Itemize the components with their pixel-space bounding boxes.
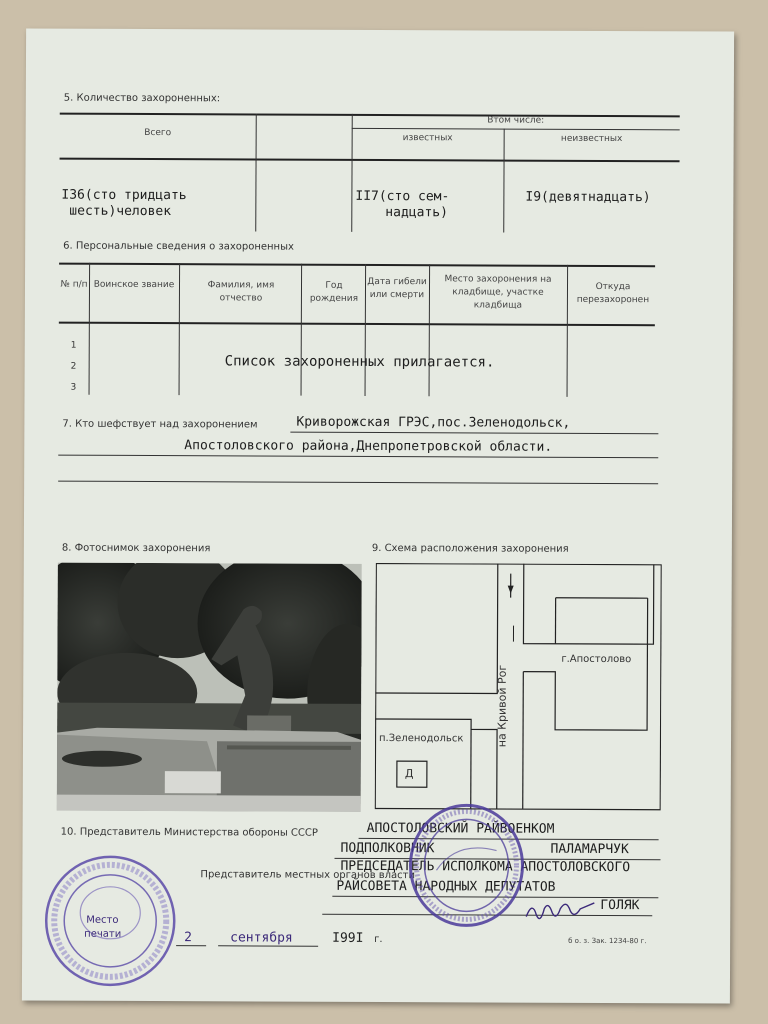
date-underline-day bbox=[176, 945, 206, 946]
council-line: РАЙСОВЕТА НАРОДНЫХ ДЕПУТАТОВ bbox=[336, 878, 556, 895]
town-label: г.Апостолово bbox=[561, 653, 632, 666]
executive-chairman-line: ПРЕДСЕДАТЕЛЬ ИСПОЛКОМА АПОСТОЛОВСКОГО bbox=[340, 858, 631, 876]
section7-title: 7. Кто шефствует над захоронением bbox=[62, 418, 258, 431]
section6-divider-2 bbox=[179, 263, 181, 395]
section10-label-ministry: 10. Представитель Министерства обороны СССР bbox=[60, 826, 318, 839]
patron-underline-2 bbox=[58, 455, 658, 459]
section5-col-known: известных bbox=[402, 133, 453, 144]
section8-title: 8. Фотоснимок захоронения bbox=[61, 542, 211, 555]
date-day: 2 bbox=[184, 930, 193, 946]
patron-underline-3 bbox=[58, 481, 658, 485]
known-count-line2: надцать) bbox=[385, 205, 448, 221]
official-seal-left bbox=[42, 853, 179, 990]
section6-header-birth: Год рождения bbox=[309, 280, 359, 304]
section6-header-name: Фамилия, имя отчество bbox=[207, 280, 275, 304]
section6-header-place: Место захоронения на кладбище, участке кладбища bbox=[444, 274, 552, 311]
attached-list-note: Список захороненных прилагается. bbox=[224, 353, 495, 371]
date-suffix: г. bbox=[374, 933, 383, 946]
commissar-name: ПАЛАМАРЧУК bbox=[550, 841, 629, 858]
seal-right-icon bbox=[406, 800, 527, 931]
patron-underline-1 bbox=[290, 432, 658, 435]
memorial-photo bbox=[57, 563, 362, 812]
date-month: сентября bbox=[230, 930, 293, 946]
section6-divider-3 bbox=[301, 264, 303, 396]
section6-table-top bbox=[59, 263, 655, 268]
section6-divider-4 bbox=[365, 264, 367, 396]
burial-scheme bbox=[375, 563, 662, 812]
scheme-drawing bbox=[375, 563, 662, 812]
military-commissar-line: АПОСТОЛОВСКИЙ РАЙВОЕНКОМ bbox=[366, 820, 555, 837]
section10-label-local: Представитель местных органов власти bbox=[200, 869, 416, 882]
burial-marker: Д bbox=[404, 767, 414, 781]
print-note: б о. з. Зак. 1234-80 г. bbox=[568, 936, 647, 946]
section6-header-origin: Откуда перезахоронен bbox=[576, 281, 650, 306]
section6-divider-6 bbox=[567, 265, 569, 397]
chairman-name: ГОЛЯК bbox=[600, 897, 640, 914]
signature-scribble bbox=[522, 897, 602, 927]
date-year: I99I bbox=[332, 930, 364, 946]
road-label: на Кривой Рог bbox=[495, 664, 509, 748]
date-underline-month bbox=[218, 945, 318, 946]
section6-divider-5 bbox=[429, 264, 431, 396]
patron-line2: Апостоловского района,Днепропетровской области. bbox=[184, 438, 553, 455]
unknown-count: I9(девятнадцать) bbox=[525, 189, 651, 206]
known-count-line1: II7(сто сем- bbox=[355, 188, 450, 205]
section5-col-including: Втом числе: bbox=[487, 115, 545, 126]
section6-header-num: № п/п bbox=[60, 279, 88, 290]
section5-sub-line bbox=[352, 128, 680, 130]
section5-header-line bbox=[60, 158, 680, 163]
section5-col-total: Всего bbox=[144, 127, 172, 139]
section6-title: 6. Персональные сведения о захороненных bbox=[63, 240, 294, 253]
section6-header-death: Дата гибели или смерти bbox=[367, 276, 427, 301]
section9-title: 9. Схема расположения захоронения bbox=[371, 542, 569, 555]
section6-header-line bbox=[59, 322, 655, 327]
village-label: п.Зеленодольск bbox=[379, 733, 464, 745]
seal-place-label-2: печати bbox=[84, 928, 122, 940]
row-number-1: 1 bbox=[70, 340, 77, 351]
memorial-photo-image bbox=[57, 563, 362, 812]
seal-place-label-1: Место bbox=[86, 914, 119, 926]
section5-title: 5. Количество захороненных: bbox=[63, 92, 221, 105]
total-count-line1: I36(сто тридцать bbox=[61, 187, 187, 204]
row-number-3: 3 bbox=[70, 382, 77, 393]
official-seal-right bbox=[406, 800, 527, 931]
section5-col-unknown: неизвестных bbox=[560, 133, 623, 145]
row-number-2: 2 bbox=[70, 361, 77, 372]
patron-line1: Криворожская ГРЭС,пос.Зеленодольск, bbox=[296, 414, 571, 431]
section6-header-rank: Воинское звание bbox=[93, 279, 175, 291]
document-sheet bbox=[22, 28, 734, 1003]
rank-line: ПОДПОЛКОВНИК bbox=[340, 840, 435, 857]
total-count-line2: шесть)человек bbox=[69, 203, 172, 220]
